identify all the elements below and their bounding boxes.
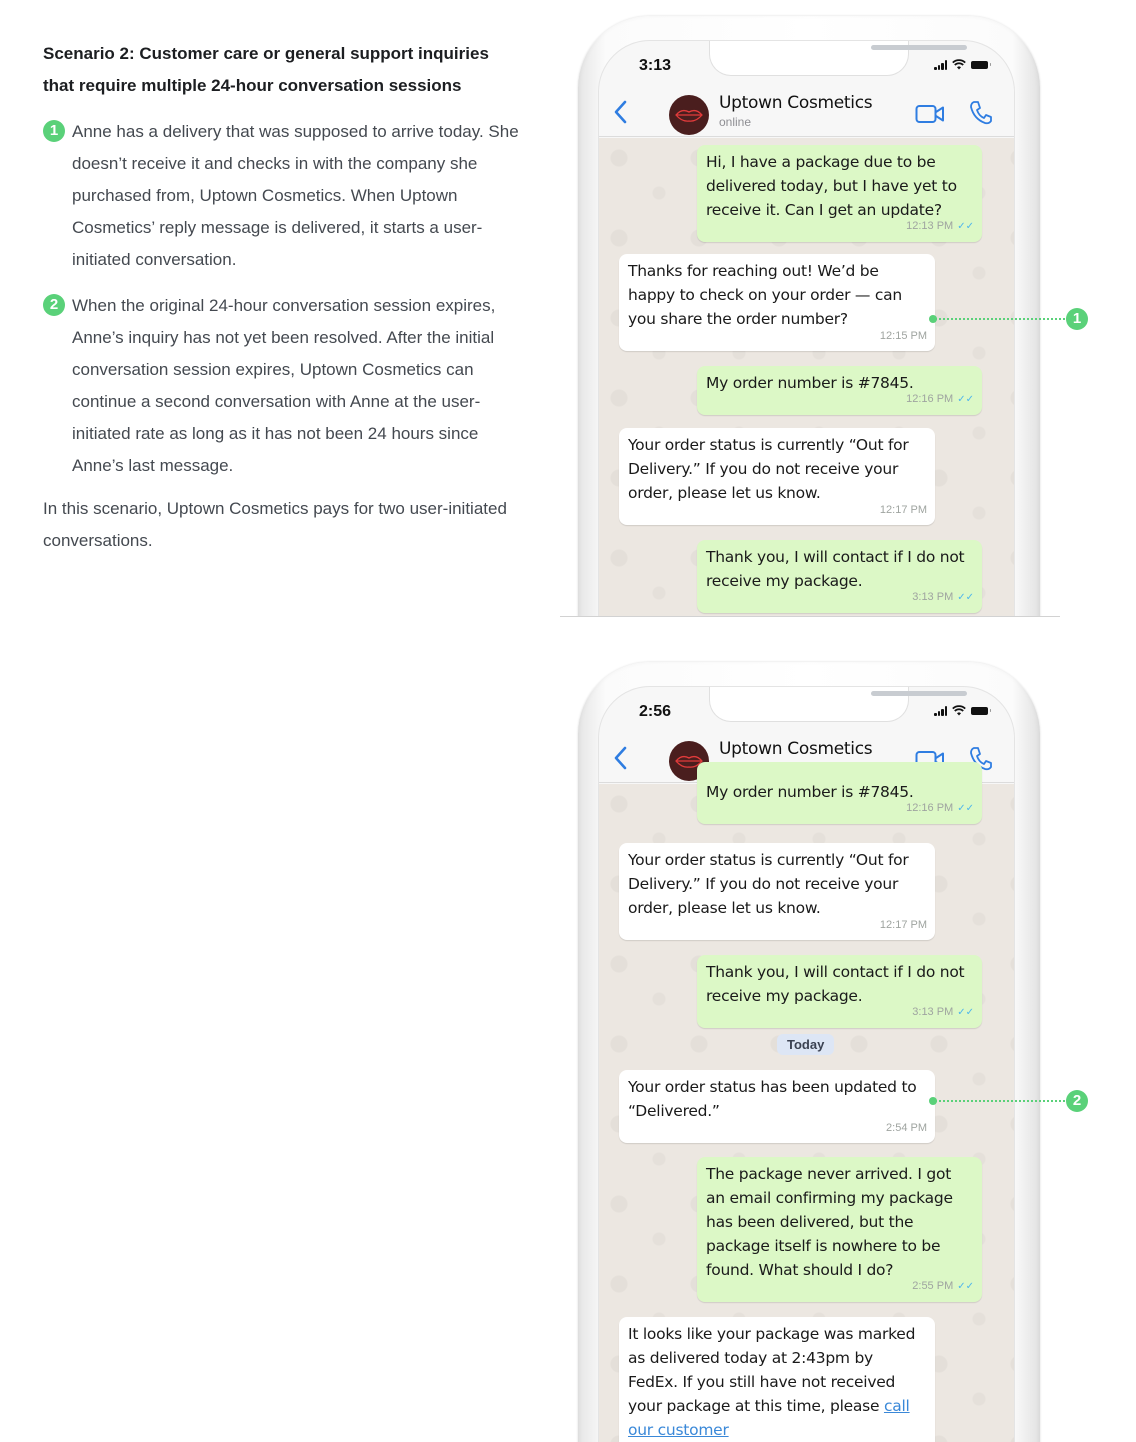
phone-mockup-2 <box>560 646 1060 1442</box>
message-timestamp: 12:17 PM <box>879 919 927 931</box>
step-text: When the original 24-hour conversation session expires, Anne’s inquiry has not yet been resolved. After the initial conversation session expires, Uptown Cosmetics can continue a second conversation with Anne at the user-initiated rate as long as it has not been 24 hours since Anne’s last message. <box>72 296 496 475</box>
contact-online-status: online <box>719 115 752 129</box>
status-bar-time: 2:56 <box>639 703 672 720</box>
phone-frame <box>578 662 1040 1442</box>
message-text: The package never arrived. I got an email confirming my package has been delivered, but the package itself is nowhere to be found. What should I do? <box>706 1165 953 1279</box>
message-text: It looks like your package was marked as delivered today at 2:43pm by FedEx. If you still have not received your package at this time, please <box>628 1325 916 1415</box>
back-chevron-icon[interactable] <box>611 99 631 125</box>
back-chevron-icon[interactable] <box>611 745 631 771</box>
message-text: Your order status is currently “Out for Delivery.” If you do not receive your order, please let us know. <box>628 436 909 502</box>
message-bubble-incoming <box>619 428 935 525</box>
message-text: My order number is #7845. <box>706 783 914 801</box>
video-call-icon[interactable] <box>915 103 945 125</box>
speaker-grille <box>871 691 967 696</box>
read-receipt-icon: ✓✓ <box>957 394 974 405</box>
phone-screen <box>598 686 1015 1442</box>
closing-paragraph: In this scenario, Uptown Cosmetics pays for two user-initiated conversations. <box>43 499 507 550</box>
message-text: Thanks for reaching out! We’d be happy to check on your order — can you share the order number? <box>628 262 902 328</box>
read-receipt-icon: ✓✓ <box>957 1007 974 1018</box>
message-timestamp: 2:54 PM <box>886 1122 927 1134</box>
call-customer-service-link[interactable]: call our customer <box>628 1397 910 1439</box>
status-bar-icons <box>934 59 988 70</box>
message-timestamp: 3:13 PM ✓✓ <box>912 1006 974 1018</box>
read-receipt-icon: ✓✓ <box>957 803 974 814</box>
cellular-signal-icon <box>934 706 947 716</box>
battery-icon <box>971 707 988 715</box>
message-text: Thank you, I will contact if I do not receive my package. <box>706 548 965 590</box>
status-bar-icons <box>934 705 988 716</box>
read-receipt-icon: ✓✓ <box>957 1281 974 1292</box>
callout-number-badge: 1 <box>1066 308 1088 330</box>
lips-logo-icon <box>674 107 704 123</box>
message-text: Your order status has been updated to “Delivered.” <box>628 1078 917 1120</box>
message-timestamp: 3:13 PM ✓✓ <box>912 591 974 603</box>
scenario-heading: Scenario 2: Customer care or general support inquiries that require multiple 24-hour conversation sessions <box>43 44 489 95</box>
message-bubble-incoming <box>619 254 935 351</box>
message-bubble-outgoing <box>697 540 982 613</box>
message-timestamp: 12:13 PM ✓✓ <box>906 220 974 232</box>
message-timestamp: 2:55 PM ✓✓ <box>912 1280 974 1292</box>
date-divider-today: Today <box>777 1034 834 1055</box>
message-bubble-outgoing <box>697 762 982 824</box>
read-receipt-icon: ✓✓ <box>957 592 974 603</box>
message-text: My order number is #7845. <box>706 374 914 392</box>
contact-avatar[interactable] <box>669 95 709 135</box>
speaker-grille <box>871 45 967 50</box>
message-bubble-outgoing <box>697 145 982 242</box>
cellular-signal-icon <box>934 60 947 70</box>
message-bubble-outgoing <box>697 955 982 1028</box>
message-bubble-incoming <box>619 1317 935 1442</box>
step-text: Anne has a delivery that was supposed to arrive today. She doesn’t receive it and checks in with the company she purchased from, Uptown Cosmetics. When Uptown Cosmetics’ reply message is delivered, it starts a user-initiated conversation. <box>72 122 519 269</box>
phone-notch <box>709 686 909 722</box>
message-text: Thank you, I will contact if I do not receive my package. <box>706 963 965 1005</box>
message-text: Your order status is currently “Out for Delivery.” If you do not receive your order, please let us know. <box>628 851 909 917</box>
message-bubble-incoming <box>619 1070 935 1143</box>
contact-name[interactable]: Uptown Cosmetics <box>719 739 873 759</box>
message-bubble-incoming <box>619 843 935 940</box>
message-timestamp: 12:16 PM ✓✓ <box>906 393 974 405</box>
callout-dotted-line <box>935 1100 1069 1102</box>
message-bubble-outgoing <box>697 1157 982 1302</box>
read-receipt-icon: ✓✓ <box>957 221 974 232</box>
callout-marker-2 <box>929 1090 1091 1112</box>
chat-messages-area[interactable] <box>599 138 1014 617</box>
battery-icon <box>971 61 988 69</box>
step-number-badge: 2 <box>43 294 65 316</box>
status-bar-time: 3:13 <box>639 57 672 74</box>
message-timestamp: 12:15 PM <box>879 330 927 342</box>
callout-dotted-line <box>935 318 1069 320</box>
chat-header <box>599 89 1014 137</box>
message-timestamp: 12:16 PM ✓✓ <box>906 802 974 814</box>
step-2 <box>43 290 523 482</box>
step-1 <box>43 116 523 276</box>
wifi-icon <box>952 705 966 716</box>
phone-call-icon[interactable] <box>969 99 993 125</box>
article-text <box>43 38 523 557</box>
chat-messages-area[interactable] <box>599 784 1014 1442</box>
message-bubble-outgoing <box>697 366 982 415</box>
wifi-icon <box>952 59 966 70</box>
callout-number-badge: 2 <box>1066 1090 1088 1112</box>
contact-name[interactable]: Uptown Cosmetics <box>719 93 873 113</box>
phone-notch <box>709 40 909 76</box>
message-text: Hi, I have a package due to be delivered today, but I have yet to receive it. Can I get an update? <box>706 153 957 219</box>
message-timestamp: 12:17 PM <box>879 504 927 516</box>
step-number-badge: 1 <box>43 120 65 142</box>
callout-marker-1 <box>929 308 1091 330</box>
